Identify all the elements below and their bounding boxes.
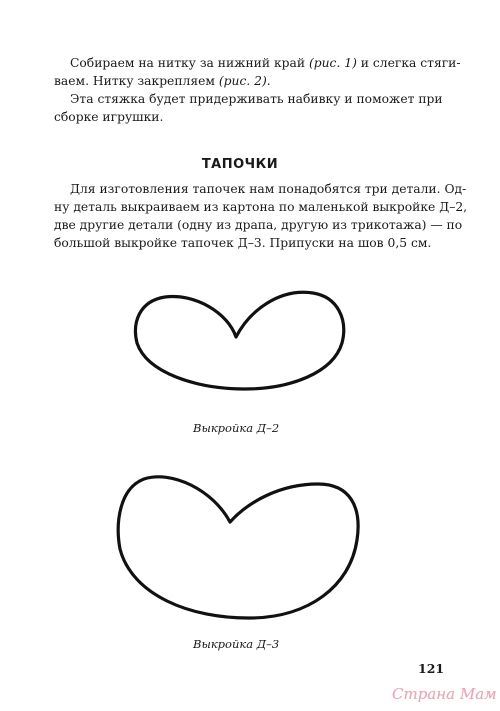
pattern-d3-caption: Выкройка Д–3 — [193, 637, 280, 651]
paragraph-1 — [54, 54, 461, 90]
section-heading: ТАПОЧКИ — [201, 157, 279, 172]
paragraph-3 — [54, 180, 468, 252]
paragraph-2-line-2: сборке игрушки. — [54, 110, 164, 124]
figure-ref-1: (рис. 1) — [308, 56, 357, 70]
pattern-d2-shape — [125, 285, 360, 400]
page-number: 121 — [418, 661, 445, 676]
figure-ref-2: (рис. 2) — [218, 74, 267, 88]
paragraph-3-line-4: большой выкройке тапочек Д–3. Припуски на шов 0,5 см. — [54, 236, 432, 250]
pattern-d2-caption: Выкройка Д–2 — [193, 421, 280, 435]
pattern-d3-shape — [110, 462, 372, 627]
paragraph-3-line-2: ну деталь выкраиваем из картона по маленькой выкройке Д–2, — [54, 200, 468, 214]
paragraph-2 — [54, 90, 444, 126]
paragraph-3-line-3: две другие детали (одну из драпа, другую из трикотажа) — по — [54, 218, 463, 232]
paragraph-1-line-2: ваем. Нитку закрепляем (рис. 2). — [54, 74, 271, 88]
paragraph-1-line-1: Собираем на нитку за нижний край (рис. 1) и слегка стяги- — [70, 56, 461, 70]
paragraph-2-line-1: Эта стяжка будет придерживать набивку и поможет при — [70, 92, 443, 106]
paragraph-3-line-1: Для изготовления тапочек нам понадобятся три детали. Од- — [70, 182, 467, 196]
site-watermark: Страна Мам — [392, 685, 497, 703]
